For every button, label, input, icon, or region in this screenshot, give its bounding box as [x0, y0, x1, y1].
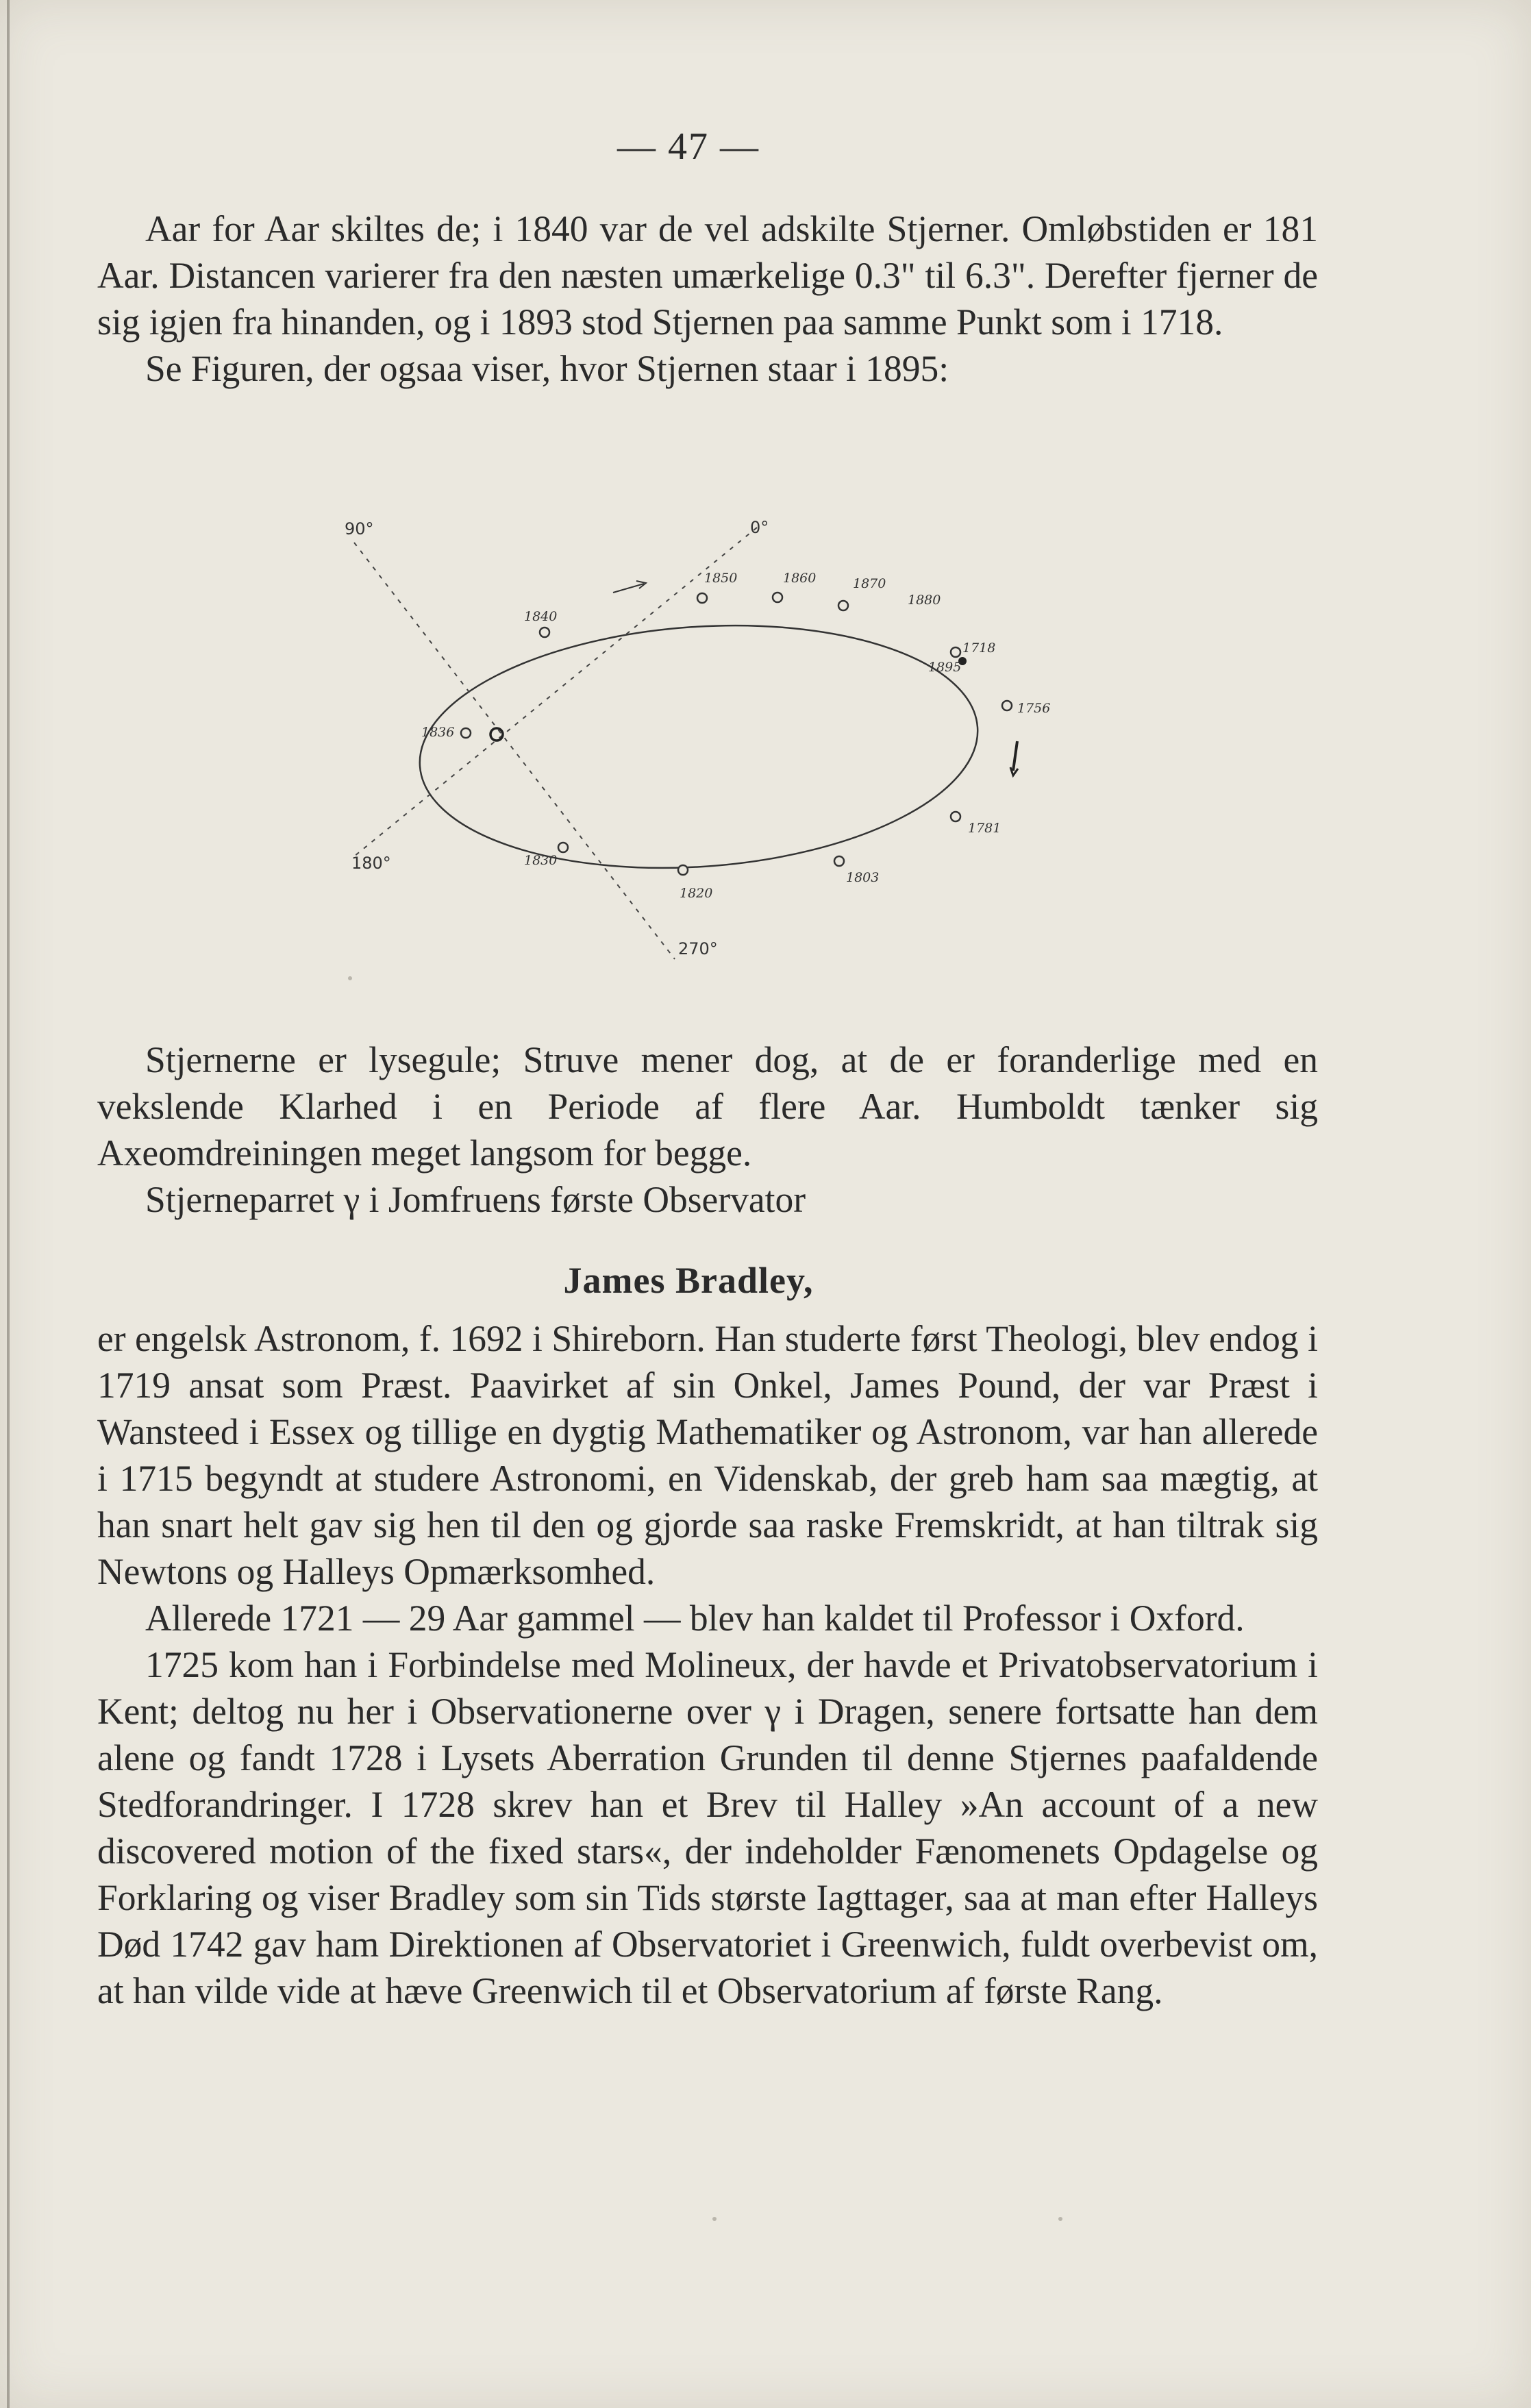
- orbit-diagram: [312, 500, 1079, 980]
- year-label-1895: 1895: [928, 660, 962, 675]
- year-label-1840: 1840: [524, 609, 558, 624]
- year-label-1850: 1850: [704, 571, 738, 586]
- axis-90-270: [354, 543, 675, 959]
- direction-arrow-right: [1013, 741, 1017, 771]
- page-binding-edge: [7, 0, 10, 2408]
- year-label-1860: 1860: [783, 571, 817, 586]
- year-label-1830: 1830: [524, 853, 558, 868]
- orbit-ellipse: [412, 608, 986, 886]
- orbit-figure: [312, 500, 1079, 980]
- primary-star-marker: [490, 728, 503, 741]
- year-label-1803: 1803: [846, 870, 880, 885]
- orbit-point-1756: [1002, 701, 1012, 710]
- section-heading: James Bradley,: [563, 1260, 814, 1301]
- orbit-point-1820: [678, 865, 688, 875]
- orbit-point-1781: [951, 812, 960, 821]
- print-speck: [1058, 2217, 1062, 2221]
- orbit-point-1718: [951, 647, 960, 657]
- year-label-1880: 1880: [908, 593, 941, 608]
- text-block-top: [97, 206, 1318, 392]
- text-block-middle: [97, 1037, 1318, 1223]
- orbit-point-1840: [540, 628, 549, 637]
- paragraph: Stjernerne er lysegule; Struve mener dog, at de er foranderlige med en vekslende Klarhed i en Periode af flere Aar. Humboldt tænker sig Axeomdreiningen meget langsom for begge.: [97, 1039, 1318, 1174]
- year-label-1781: 1781: [968, 821, 1001, 836]
- paragraph: Se Figuren, der ogsaa viser, hvor Stjernen staar i 1895:: [145, 348, 949, 389]
- year-label-1820: 1820: [680, 886, 713, 901]
- angle-label-270: 270°: [678, 939, 718, 958]
- orbit-point-1830: [558, 843, 568, 852]
- year-label-1870: 1870: [853, 576, 886, 591]
- paragraph: Stjerneparret γ i Jomfruens første Observator: [145, 1179, 806, 1220]
- year-label-1718: 1718: [962, 641, 996, 656]
- paragraph: er engelsk Astronom, f. 1692 i Shireborn. Han studerte først Theologi, blev endog i 1719 ansat som Præst. Paavirket af sin Onkel, James Pound, der var Præst i Wansteed i Essex og tillige en dygtig Mathematiker og Astronom, var han allerede i 1715 begyndt at studere Astronomi, en Videnskab, der greb ham saa mægtig, at han snart helt gav sig hen til den og gjorde saa raske Fremskridt, at han tiltrak sig Newtons og Halleys Opmærksomhed.: [97, 1318, 1318, 1592]
- orbit-point-1803: [834, 856, 844, 866]
- print-speck: [348, 976, 352, 980]
- orbit-point-1870: [838, 601, 848, 610]
- orbit-point-1836: [461, 728, 471, 738]
- year-label-1836: 1836: [421, 725, 455, 740]
- axis-0-180: [354, 527, 757, 856]
- orbit-point-1860: [773, 593, 782, 602]
- page-number: — 47 —: [617, 125, 760, 168]
- paragraph: 1725 kom han i Forbindelse med Molineux, der havde et Privatobservatorium i Kent; deltog nu her i Observationerne over γ i Dragen, senere fortsatte han dem alene og fandt 1728 i Lysets Aberration Grunden til denne Stjernes paafaldende Stedforandringer. I 1728 skrev han et Brev til Halley »An account of a new discovered motion of the fixed stars«, der indeholder Fænomenets Opdagelse og Forklaring og viser Bradley som sin Tids største Iagttager, saa at man efter Halleys Død 1742 gav ham Direktionen af Observatoriet i Greenwich, fuldt overbevist om, at han vilde vide at hæve Greenwich til et Observatorium af første Rang.: [97, 1644, 1318, 2011]
- text-block-bottom: [97, 1315, 1318, 2014]
- angle-label-0: 0°: [750, 518, 769, 537]
- print-speck: [712, 2217, 717, 2221]
- angle-label-90: 90°: [345, 519, 374, 538]
- paragraph: Aar for Aar skiltes de; i 1840 var de vel adskilte Stjerner. Omløbstiden er 181 Aar. Distancen varierer fra den næsten umærkelige 0.3" til 6.3". Derefter fjerner de sig igjen fra hinanden, og i 1893 stod Stjernen paa samme Punkt som i 1718.: [97, 208, 1318, 343]
- paragraph: Allerede 1721 — 29 Aar gammel — blev han kaldet til Professor i Oxford.: [145, 1598, 1245, 1639]
- year-label-1756: 1756: [1017, 701, 1051, 716]
- angle-label-180: 180°: [351, 854, 391, 873]
- orbit-point-1850: [697, 593, 707, 603]
